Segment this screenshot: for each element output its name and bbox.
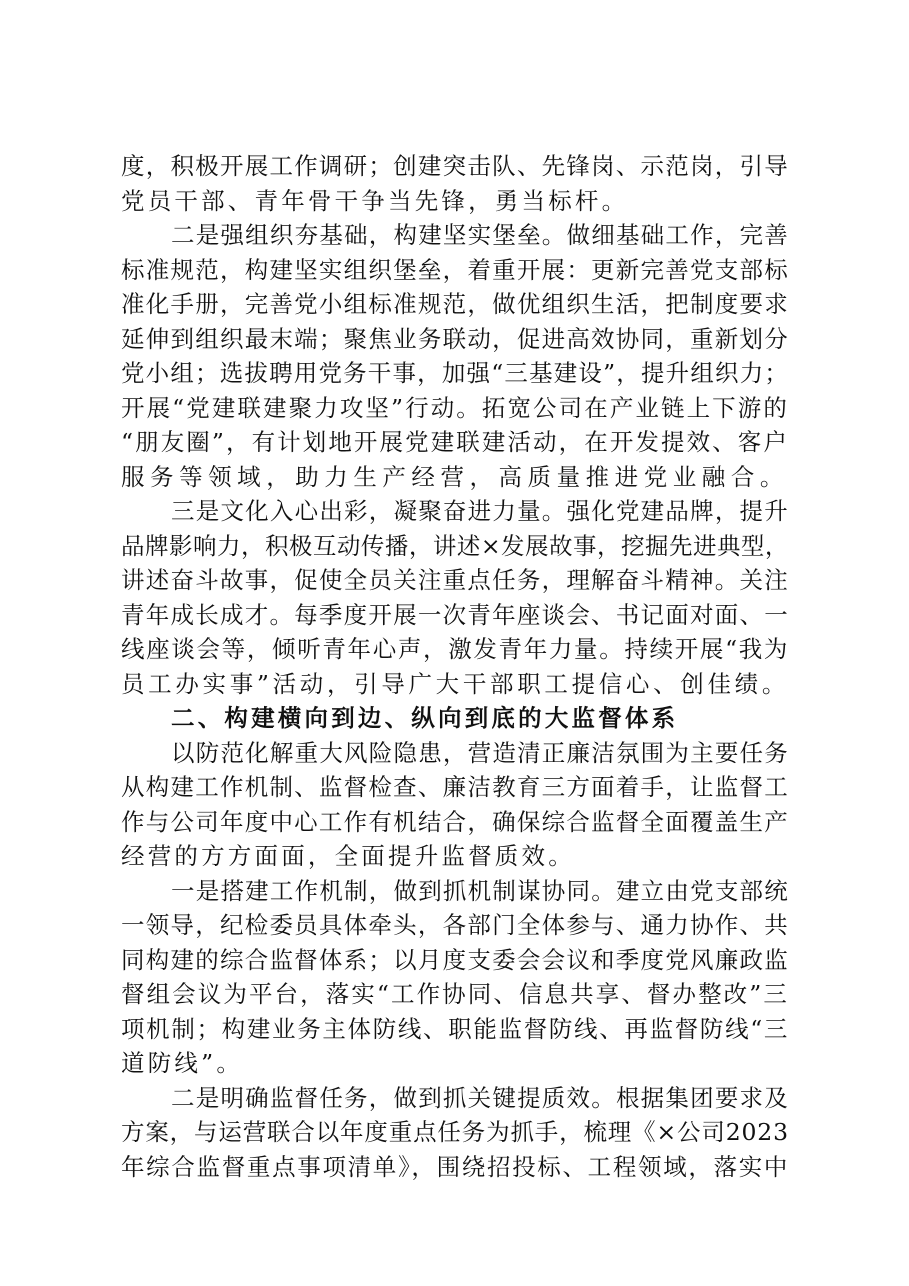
text-line: 从构建工作机制、监督检查、廉洁教育三方面着手，让监督工	[121, 773, 789, 801]
text-line: 年综合监督重点事项清单》，围绕招投标、工程领域，落实中	[121, 1152, 790, 1181]
text-line: 方案，与运营联合以年度重点任务为抓手，梳理《×公司2023	[121, 1118, 789, 1146]
section-heading: 二、构建横向到边、纵向到底的大监督体系	[171, 704, 679, 732]
text-line: 党小组；选拔聘用党务干事，加强“三基建设”，提升组织力；	[121, 359, 790, 387]
text-line: 督组会议为平台，落实“工作协同、信息共享、督办整改”三	[121, 980, 789, 1008]
text-line: 延伸到组织最末端；聚焦业务联动，促进高效协同，重新划分	[121, 324, 789, 353]
text-line: 一是搭建工作机制，做到抓机制谋协同。建立由党支部统	[171, 876, 789, 905]
text-line: 青年成长成才。每季度开展一次青年座谈会、书记面对面、一	[121, 600, 789, 629]
text-line: 开展“党建联建聚力攻坚”行动。拓宽公司在产业链上下游的	[121, 393, 789, 422]
text-line: 经营的方方面面，全面提升监督质效。	[121, 842, 575, 870]
text-line: 项机制；构建业务主体防线、职能监督防线、再监督防线“三	[121, 1014, 790, 1043]
text-line: 讲述奋斗故事，促使全员关注重点任务，理解奋斗精神。关注	[121, 566, 789, 594]
text-line: 同构建的综合监督体系；以月度支委会会议和季度党风廉政监	[121, 945, 789, 974]
text-line: 一领导，纪检委员具体牵头，各部门全体参与、通力协作、共	[121, 911, 789, 939]
text-line: “朋友圈”，有计划地开展党建联建活动，在开发提效、客户	[121, 428, 789, 456]
text-line: 标准规范，构建坚实组织堡垒，着重开展：更新完善党支部标	[121, 255, 789, 284]
text-line: 三是文化入心出彩，凝聚奋进力量。强化党建品牌，提升	[171, 497, 789, 525]
text-line: 线座谈会等，倾听青年心声，激发青年力量。持续开展“我为	[121, 635, 790, 663]
text-line: 服务等领域，助力生产经营，高质量推进党业融合。	[121, 462, 789, 491]
text-line: 以防范化解重大风险隐患，营造清正廉洁氛围为主要任务	[171, 738, 789, 767]
text-line: 作与公司年度中心工作有机结合，确保综合监督全面覆盖生产	[121, 807, 789, 836]
text-line: 员工办实事”活动，引导广大干部职工提信心、创佳绩。	[121, 669, 790, 698]
text-line: 党员干部、青年骨干争当先锋，勇当标杆。	[121, 186, 629, 215]
text-line: 度，积极开展工作调研；创建突击队、先锋岗、示范岗，引导	[121, 152, 789, 180]
text-line: 二是明确监督任务，做到抓关键提质效。根据集团要求及	[171, 1083, 789, 1112]
text-line: 品牌影响力，积极互动传播，讲述×发展故事，挖掘先进典型，	[121, 531, 789, 560]
text-line: 二是强组织夯基础，构建坚实堡垒。做细基础工作，完善	[171, 221, 789, 249]
text-line: 准化手册，完善党小组标准规范，做优组织生活，把制度要求	[121, 290, 789, 318]
text-line: 道防线”。	[121, 1049, 244, 1077]
